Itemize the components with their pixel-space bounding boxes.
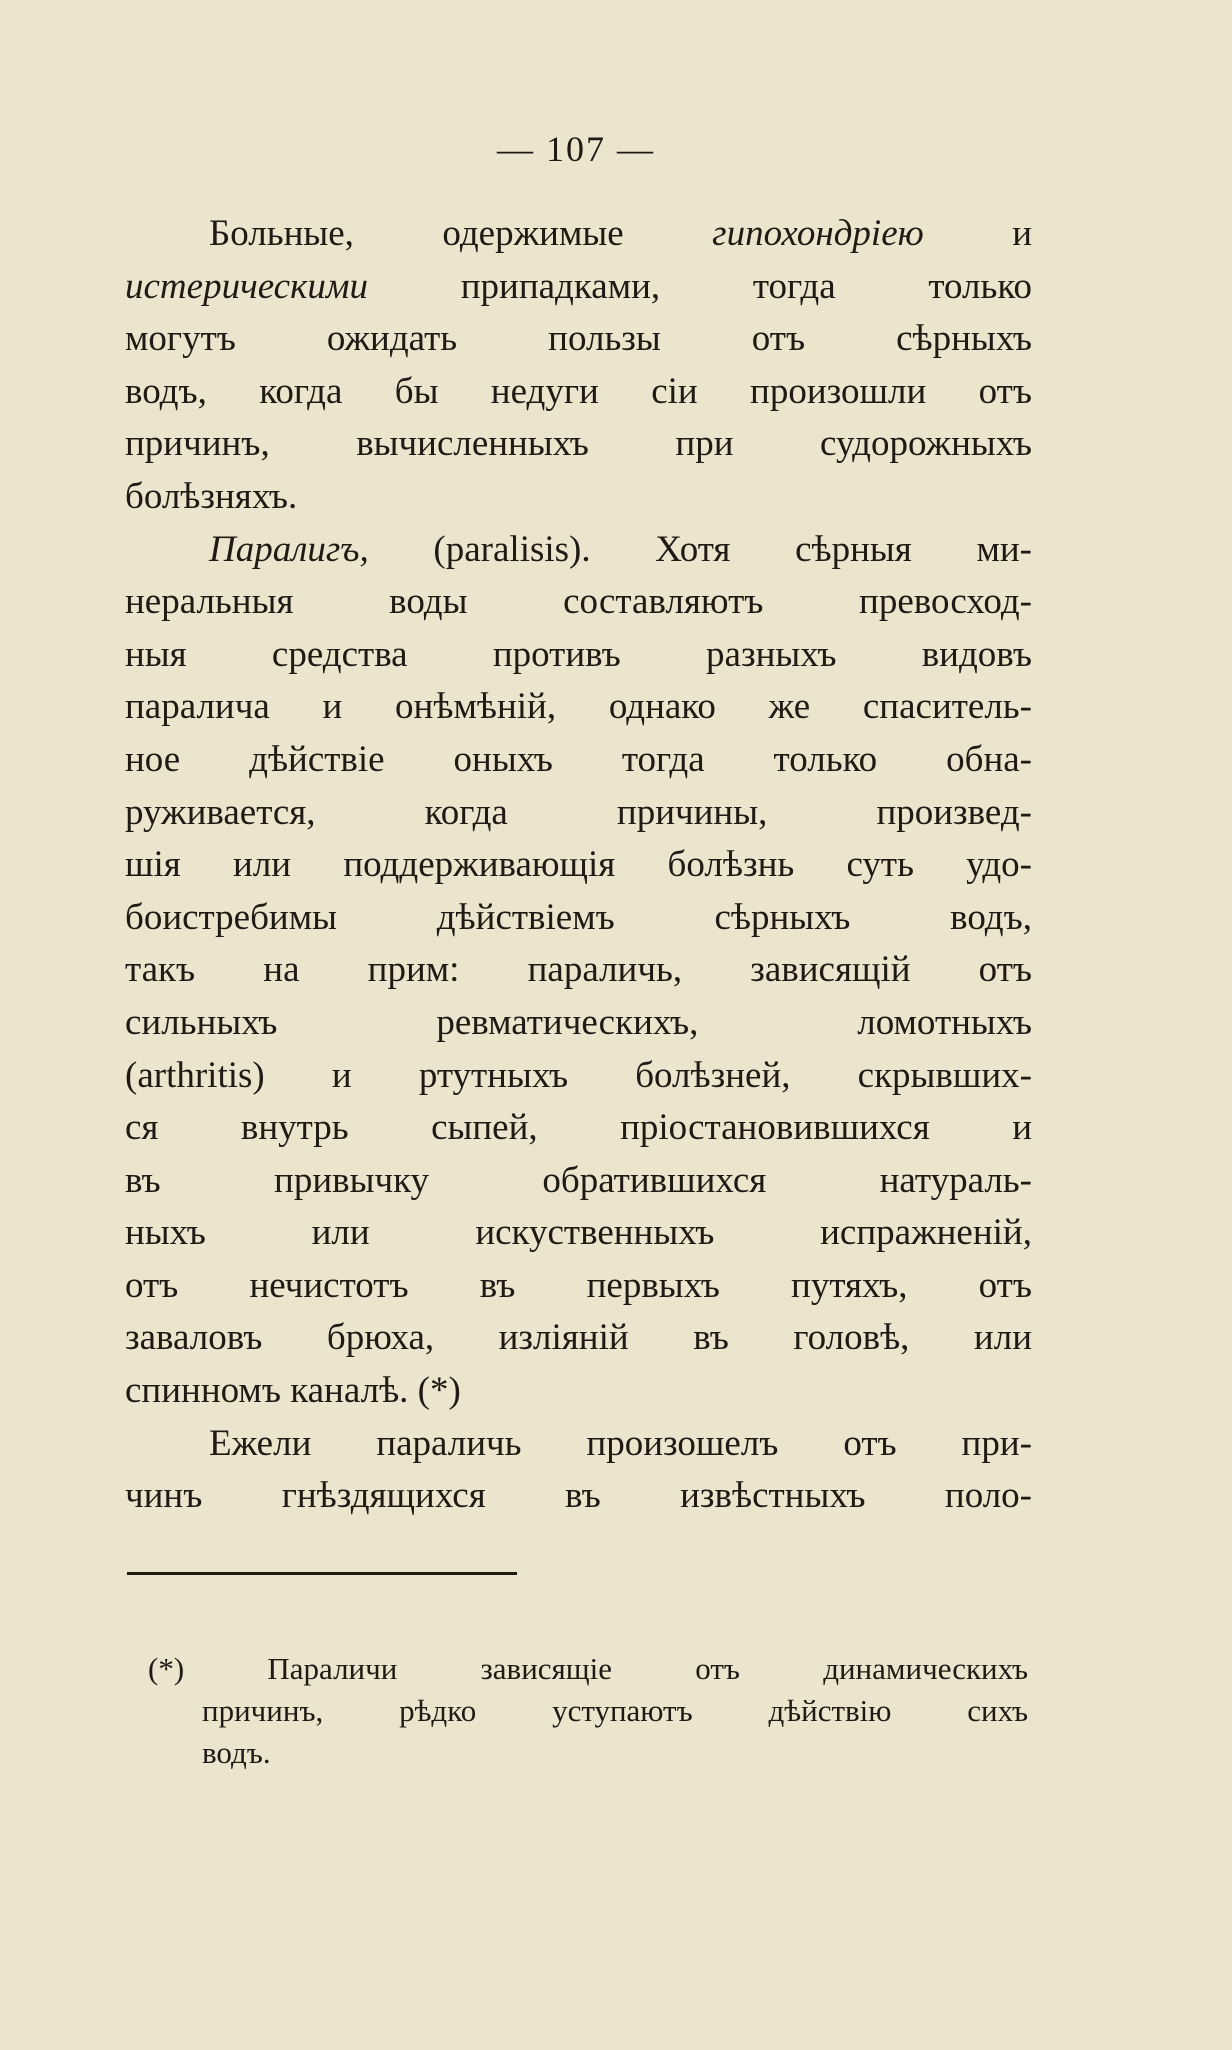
text-line: чинъ гнѣздящихся въ извѣстныхъ поло-	[125, 1475, 1032, 1517]
italic-term: истерическими	[125, 265, 368, 307]
text-line	[125, 261, 1032, 314]
text-line: сильныхъ ревматическихъ, ломотныхъ	[125, 1001, 1032, 1043]
text-line	[125, 524, 1032, 577]
text-line: ныя средства противъ разныхъ видовъ	[125, 633, 1032, 675]
text-line: ся внутрь сыпей, пріостановившихся и	[125, 1107, 1032, 1149]
paragraph-1	[125, 208, 1032, 524]
text-run: припадками, тогда только	[368, 265, 1032, 307]
paragraph-2	[125, 524, 1032, 1418]
text-line: отъ нечистотъ въ первыхъ путяхъ, отъ	[125, 1264, 1032, 1306]
text-line: заваловъ брюха, изліяній въ головѣ, или	[125, 1317, 1032, 1359]
footnote-line: (*) Параличи зависящіе отъ динамическихъ	[148, 1651, 1028, 1686]
footnote-divider	[127, 1572, 517, 1575]
text-line: такъ на прим: параличь, зависящій отъ	[125, 949, 1032, 991]
main-text	[125, 208, 1032, 1523]
footnote	[148, 1648, 1028, 1774]
text-line: шія или поддерживающія болѣзнь суть удо-	[125, 844, 1032, 886]
text-line: спинномъ каналѣ. (*)	[125, 1370, 461, 1412]
text-line: могутъ ожидать пользы отъ сѣрныхъ	[125, 318, 1032, 360]
text-line: въ привычку обратившихся натураль-	[125, 1159, 1032, 1201]
text-run: (paralisis). Хотя сѣрныя ми-	[368, 528, 1032, 570]
text-line: (arthritis) и ртутныхъ болѣзней, скрывших-	[125, 1054, 1032, 1096]
italic-term: гипохондріею	[712, 213, 924, 254]
page-number: — 107 —	[497, 129, 655, 169]
text-line: болѣзняхъ.	[125, 475, 298, 517]
paragraph-3	[125, 1418, 1032, 1523]
text-run: Больные, одержимые	[209, 213, 713, 254]
text-line: боистребимы дѣйствіемъ сѣрныхъ водъ,	[125, 896, 1032, 938]
text-line: руживается, когда причины, произвед-	[125, 791, 1032, 833]
footnote-line: причинъ, рѣдко уступаютъ дѣйствію сихъ	[202, 1693, 1028, 1728]
italic-term: Паралигъ,	[209, 528, 369, 570]
text-line: водъ, когда бы недуги сіи произошли отъ	[125, 370, 1032, 412]
text-line: Ежели параличь произошелъ отъ при-	[209, 1422, 1032, 1464]
footnote-line: водъ.	[202, 1735, 271, 1770]
text-line: причинъ, вычисленныхъ при судорожныхъ	[125, 423, 1032, 465]
text-line: ныхъ или искуственныхъ испражненій,	[125, 1212, 1032, 1254]
text-line	[125, 208, 1032, 261]
text-line: неральныя воды составляютъ превосход-	[125, 581, 1032, 623]
text-line: ное дѣйствіе оныхъ тогда только обна-	[125, 738, 1032, 780]
text-line: паралича и онѣмѣній, однако же спаситель-	[125, 686, 1032, 728]
text-run: и	[923, 213, 1032, 254]
